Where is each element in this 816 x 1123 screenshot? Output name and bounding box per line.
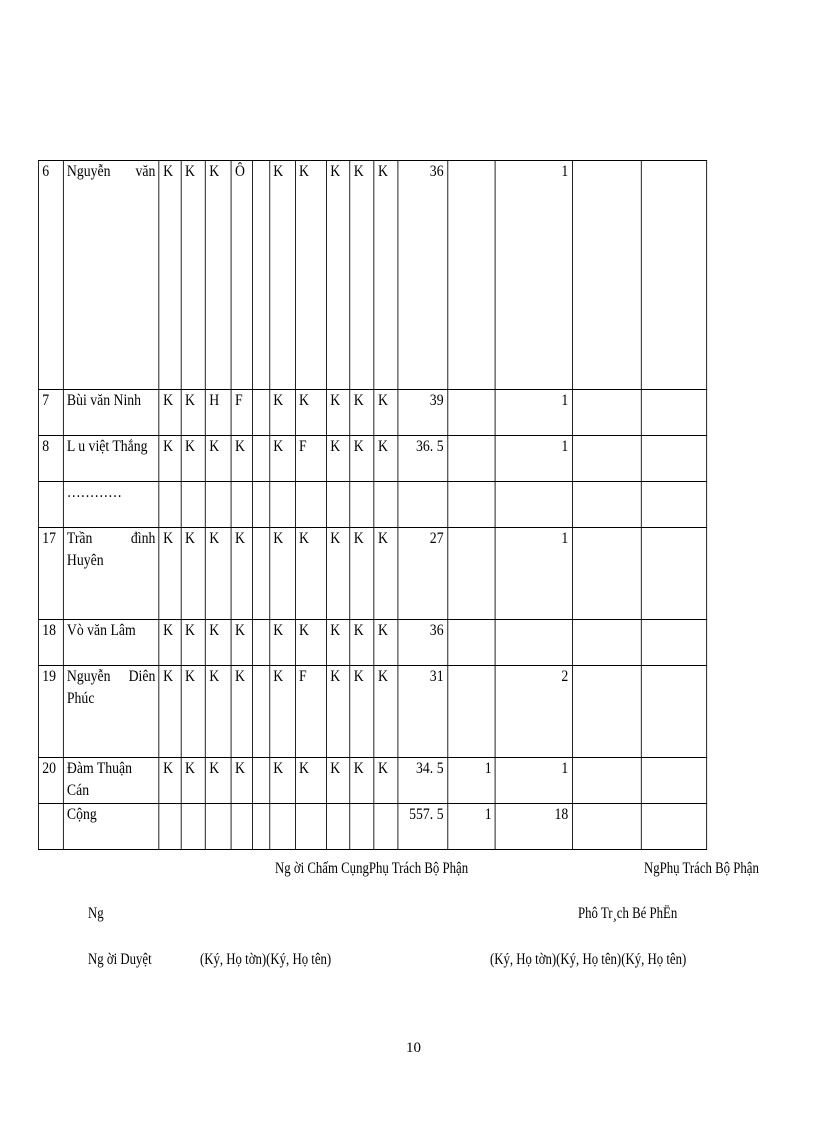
table-row [38, 482, 706, 528]
cell-stt: 17 [38, 528, 63, 620]
cell-c1 [159, 482, 181, 528]
cell-c5 [252, 390, 269, 436]
cell-c9: K [350, 620, 374, 666]
cell-c6: K [269, 666, 295, 758]
cell-c9: K [350, 390, 374, 436]
cell-c1: K [159, 161, 181, 390]
cell-c2: K [181, 528, 205, 620]
cell-x2 [495, 620, 572, 666]
cell-c1 [159, 804, 181, 850]
cell-c5 [252, 482, 269, 528]
cell-x1: 1 [447, 758, 495, 804]
cell-c9: K [350, 436, 374, 482]
empty-cell [641, 758, 706, 804]
cell-c9: K [350, 666, 374, 758]
cell-c6: K [269, 436, 295, 482]
cell-c2: K [181, 390, 205, 436]
footer-signature-note-right: (Ký, Họ tờn)(Ký, Họ tên)(Ký, Họ tên) [490, 951, 687, 968]
cell-c8: K [326, 390, 349, 436]
cell-c2: K [181, 758, 205, 804]
table-row [38, 528, 706, 620]
cell-x1 [447, 620, 495, 666]
cell-c5 [252, 666, 269, 758]
cell-stt [38, 804, 63, 850]
table-row [38, 620, 706, 666]
cell-c2 [181, 482, 205, 528]
cell-c1: K [159, 390, 181, 436]
cell-c10: K [374, 528, 398, 620]
cell-c6: K [269, 390, 295, 436]
cell-stt: 19 [38, 666, 63, 758]
cell-c10: K [374, 666, 398, 758]
cell-x2: 1 [495, 528, 572, 620]
footer-line2-right: Phô Tr¸ch Bé PhËn [578, 905, 678, 922]
cell-name: Nguyễn văn [63, 161, 159, 390]
empty-cell [641, 528, 706, 620]
cell-c3: K [205, 528, 231, 620]
cell-stt: 7 [38, 390, 63, 436]
cell-c2 [181, 804, 205, 850]
cell-x1 [447, 161, 495, 390]
cell-c8: K [326, 528, 349, 620]
footer-line1-right: NgPhụ Trách Bộ Phận [644, 860, 759, 877]
cell-c1: K [159, 528, 181, 620]
empty-cell [641, 620, 706, 666]
cell-c10 [374, 804, 398, 850]
cell-stt: 8 [38, 436, 63, 482]
cell-c6: K [269, 758, 295, 804]
cell-total: 36 [398, 161, 447, 390]
cell-stt: 20 [38, 758, 63, 804]
cell-c9: K [350, 758, 374, 804]
cell-stt: 6 [38, 161, 63, 390]
cell-c7: K [295, 620, 326, 666]
empty-cell [572, 804, 641, 850]
cell-c3: K [205, 436, 231, 482]
cell-c6: K [269, 161, 295, 390]
cell-c9: K [350, 528, 374, 620]
cell-name: L u việt Thắng [63, 436, 159, 482]
cell-c1: K [159, 666, 181, 758]
footer-approver-label: Ng ời Duyệt [88, 951, 152, 968]
cell-c7: K [295, 758, 326, 804]
cell-name: Cộng [63, 804, 159, 850]
cell-c2: K [181, 620, 205, 666]
empty-cell [641, 436, 706, 482]
cell-c10: K [374, 390, 398, 436]
empty-cell [572, 528, 641, 620]
cell-c4 [231, 804, 252, 850]
cell-x2: 1 [495, 758, 572, 804]
table-row [38, 436, 706, 482]
cell-c7: K [295, 161, 326, 390]
cell-c6 [269, 482, 295, 528]
cell-c7: F [295, 666, 326, 758]
empty-cell [641, 804, 706, 850]
cell-name: Vò văn Lâm [63, 620, 159, 666]
cell-c7: K [295, 390, 326, 436]
cell-c3 [205, 804, 231, 850]
cell-c4: K [231, 620, 252, 666]
cell-total: 27 [398, 528, 447, 620]
cell-x2: 2 [495, 666, 572, 758]
empty-cell [641, 482, 706, 528]
cell-c5 [252, 528, 269, 620]
attendance-table [38, 160, 707, 850]
cell-c5 [252, 436, 269, 482]
cell-c8 [326, 482, 349, 528]
page-number: 10 [406, 1040, 421, 1056]
cell-c4: K [231, 758, 252, 804]
footer-line1-left: Ng ời Chấm CụngPhụ Trách Bộ Phận [275, 860, 469, 877]
cell-total [398, 482, 447, 528]
table-row [38, 758, 706, 804]
cell-c5 [252, 620, 269, 666]
cell-c1: K [159, 436, 181, 482]
cell-c8: K [326, 666, 349, 758]
cell-stt: 18 [38, 620, 63, 666]
cell-c3: K [205, 161, 231, 390]
cell-c7: K [295, 528, 326, 620]
cell-c5 [252, 161, 269, 390]
cell-c9 [350, 804, 374, 850]
table-row [38, 390, 706, 436]
cell-c3 [205, 482, 231, 528]
empty-cell [572, 620, 641, 666]
cell-c2: K [181, 436, 205, 482]
cell-c5 [252, 804, 269, 850]
cell-x1 [447, 528, 495, 620]
cell-c8: K [326, 436, 349, 482]
empty-cell [572, 436, 641, 482]
cell-x1: 1 [447, 804, 495, 850]
empty-cell [572, 758, 641, 804]
cell-x2: 1 [495, 390, 572, 436]
empty-cell [572, 390, 641, 436]
cell-total: 36. 5 [398, 436, 447, 482]
cell-total: 39 [398, 390, 447, 436]
empty-cell [641, 161, 706, 390]
table-row [38, 666, 706, 758]
cell-c10: K [374, 161, 398, 390]
cell-c1: K [159, 758, 181, 804]
footer-line2-left: Ng [88, 905, 104, 922]
cell-name: Nguyễn Diên Phúc [63, 666, 159, 758]
cell-c3: K [205, 666, 231, 758]
cell-c4 [231, 482, 252, 528]
cell-c3: K [205, 758, 231, 804]
cell-c6: K [269, 620, 295, 666]
cell-c3: K [205, 620, 231, 666]
cell-c9 [350, 482, 374, 528]
cell-c10 [374, 482, 398, 528]
cell-total: 31 [398, 666, 447, 758]
cell-name: ………… [63, 482, 159, 528]
cell-x2: 1 [495, 161, 572, 390]
cell-x1 [447, 436, 495, 482]
cell-c4: F [231, 390, 252, 436]
cell-c10: K [374, 758, 398, 804]
cell-c4: K [231, 436, 252, 482]
cell-c7 [295, 482, 326, 528]
cell-c2: K [181, 666, 205, 758]
empty-cell [572, 161, 641, 390]
cell-c4: K [231, 666, 252, 758]
cell-x2 [495, 482, 572, 528]
cell-x2: 1 [495, 436, 572, 482]
cell-c4: K [231, 528, 252, 620]
cell-total: 36 [398, 620, 447, 666]
cell-name: Đàm Thuận Cán [63, 758, 159, 804]
footer-signature-note-mid: (Ký, Họ tờn)(Ký, Họ tên) [200, 951, 332, 968]
cell-c7 [295, 804, 326, 850]
cell-x1 [447, 482, 495, 528]
cell-total: 557. 5 [398, 804, 447, 850]
empty-cell [641, 666, 706, 758]
cell-c6 [269, 804, 295, 850]
cell-c5 [252, 758, 269, 804]
cell-c1: K [159, 620, 181, 666]
cell-c9: K [350, 161, 374, 390]
table-row [38, 161, 706, 390]
cell-c8: K [326, 620, 349, 666]
cell-c2: K [181, 161, 205, 390]
cell-c8 [326, 804, 349, 850]
cell-x1 [447, 666, 495, 758]
cell-c10: K [374, 620, 398, 666]
cell-c8: K [326, 161, 349, 390]
cell-name: Bùi văn Ninh [63, 390, 159, 436]
cell-c7: F [295, 436, 326, 482]
cell-c4: Ô [231, 161, 252, 390]
empty-cell [641, 390, 706, 436]
table-row [38, 804, 706, 850]
empty-cell [572, 666, 641, 758]
cell-x1 [447, 390, 495, 436]
cell-c8: K [326, 758, 349, 804]
cell-stt [38, 482, 63, 528]
cell-x2: 18 [495, 804, 572, 850]
cell-name: Trần đình Huyên [63, 528, 159, 620]
empty-cell [572, 482, 641, 528]
cell-c3: H [205, 390, 231, 436]
cell-c6: K [269, 528, 295, 620]
cell-c10: K [374, 436, 398, 482]
cell-total: 34. 5 [398, 758, 447, 804]
